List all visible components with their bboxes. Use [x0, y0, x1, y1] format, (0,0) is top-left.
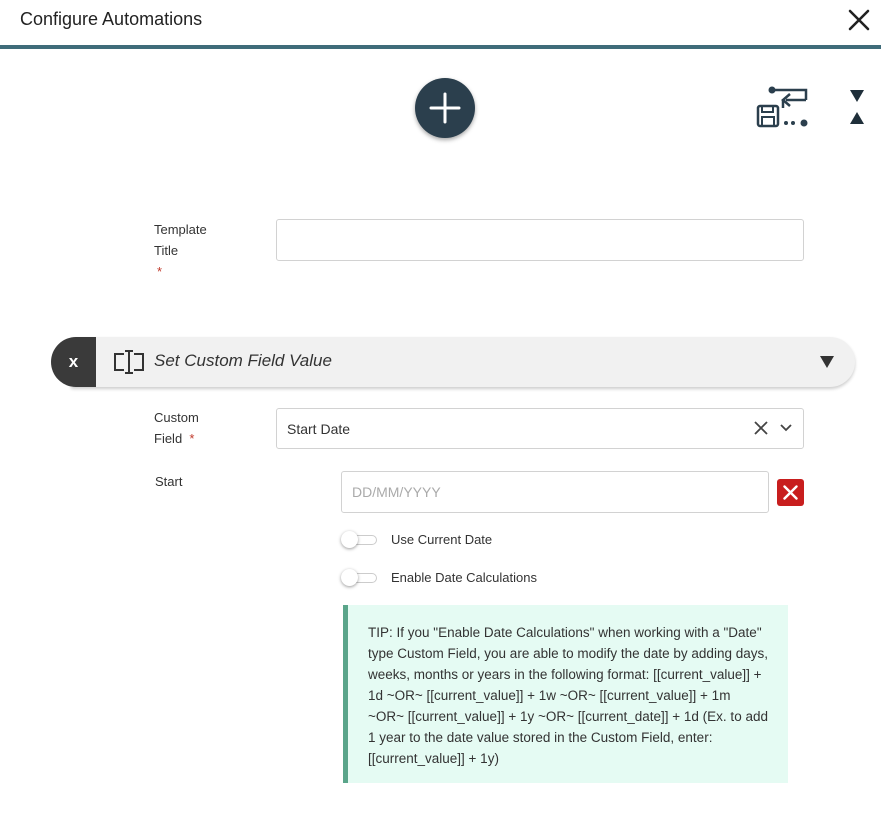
custom-field-selected-value: Start Date — [287, 421, 351, 437]
move-up-icon[interactable] — [850, 112, 864, 124]
use-current-date-label: Use Current Date — [391, 532, 493, 547]
text-field-icon — [113, 349, 145, 375]
required-marker: * — [189, 431, 195, 446]
template-title-label — [154, 219, 207, 282]
custom-field-select[interactable] — [276, 408, 804, 449]
start-date-input[interactable] — [341, 471, 769, 513]
action-header — [51, 337, 855, 387]
use-current-date-toggle[interactable] — [341, 533, 379, 547]
tip-box: TIP: If you "Enable Date Calculations" when working with a "Date" type Custom Field, you are able to modify the date by adding days, weeks, months or years in the following format: [[current_value]] + 1d ~OR~ [[current_value]] + 1w ~OR~ [[current_value]] + 1m ~OR~ [[current_value]] + 1y ~OR~ [[current_date]] + 1d (Ex. to add 1 year to the date value stored in the Custom Field, enter: [[current_value]] + 1y) — [343, 605, 788, 783]
collapse-icon[interactable] — [820, 356, 834, 368]
required-marker: * — [157, 264, 163, 279]
close-icon — [783, 485, 798, 500]
clear-date-button[interactable] — [777, 479, 804, 506]
modal-title: Configure Automations — [20, 9, 203, 29]
custom-field-label-line2: Field — [154, 431, 183, 446]
action-title: Set Custom Field Value — [154, 351, 332, 370]
chevron-down-icon[interactable] — [780, 423, 792, 433]
enable-date-calculations-toggle[interactable] — [341, 571, 379, 585]
template-title-input[interactable] — [276, 219, 804, 261]
toggle-knob — [341, 569, 358, 586]
modal-header — [0, 0, 881, 49]
toggle-knob — [341, 531, 358, 548]
close-icon[interactable] — [847, 8, 871, 32]
add-action-button[interactable] — [415, 78, 475, 138]
clear-selection-icon[interactable] — [754, 421, 768, 435]
move-down-icon[interactable] — [850, 90, 864, 102]
start-label: Start — [155, 474, 183, 489]
remove-action-button[interactable]: x — [51, 337, 96, 387]
save-template-icon[interactable] — [756, 86, 810, 130]
enable-date-calculations-label: Enable Date Calculations — [391, 570, 537, 585]
template-title-label-line2: Title — [154, 243, 179, 258]
custom-field-label — [154, 407, 199, 449]
plus-icon — [427, 90, 463, 126]
template-title-label-line1: Template — [154, 222, 207, 237]
custom-field-label-line1: Custom — [154, 410, 199, 425]
